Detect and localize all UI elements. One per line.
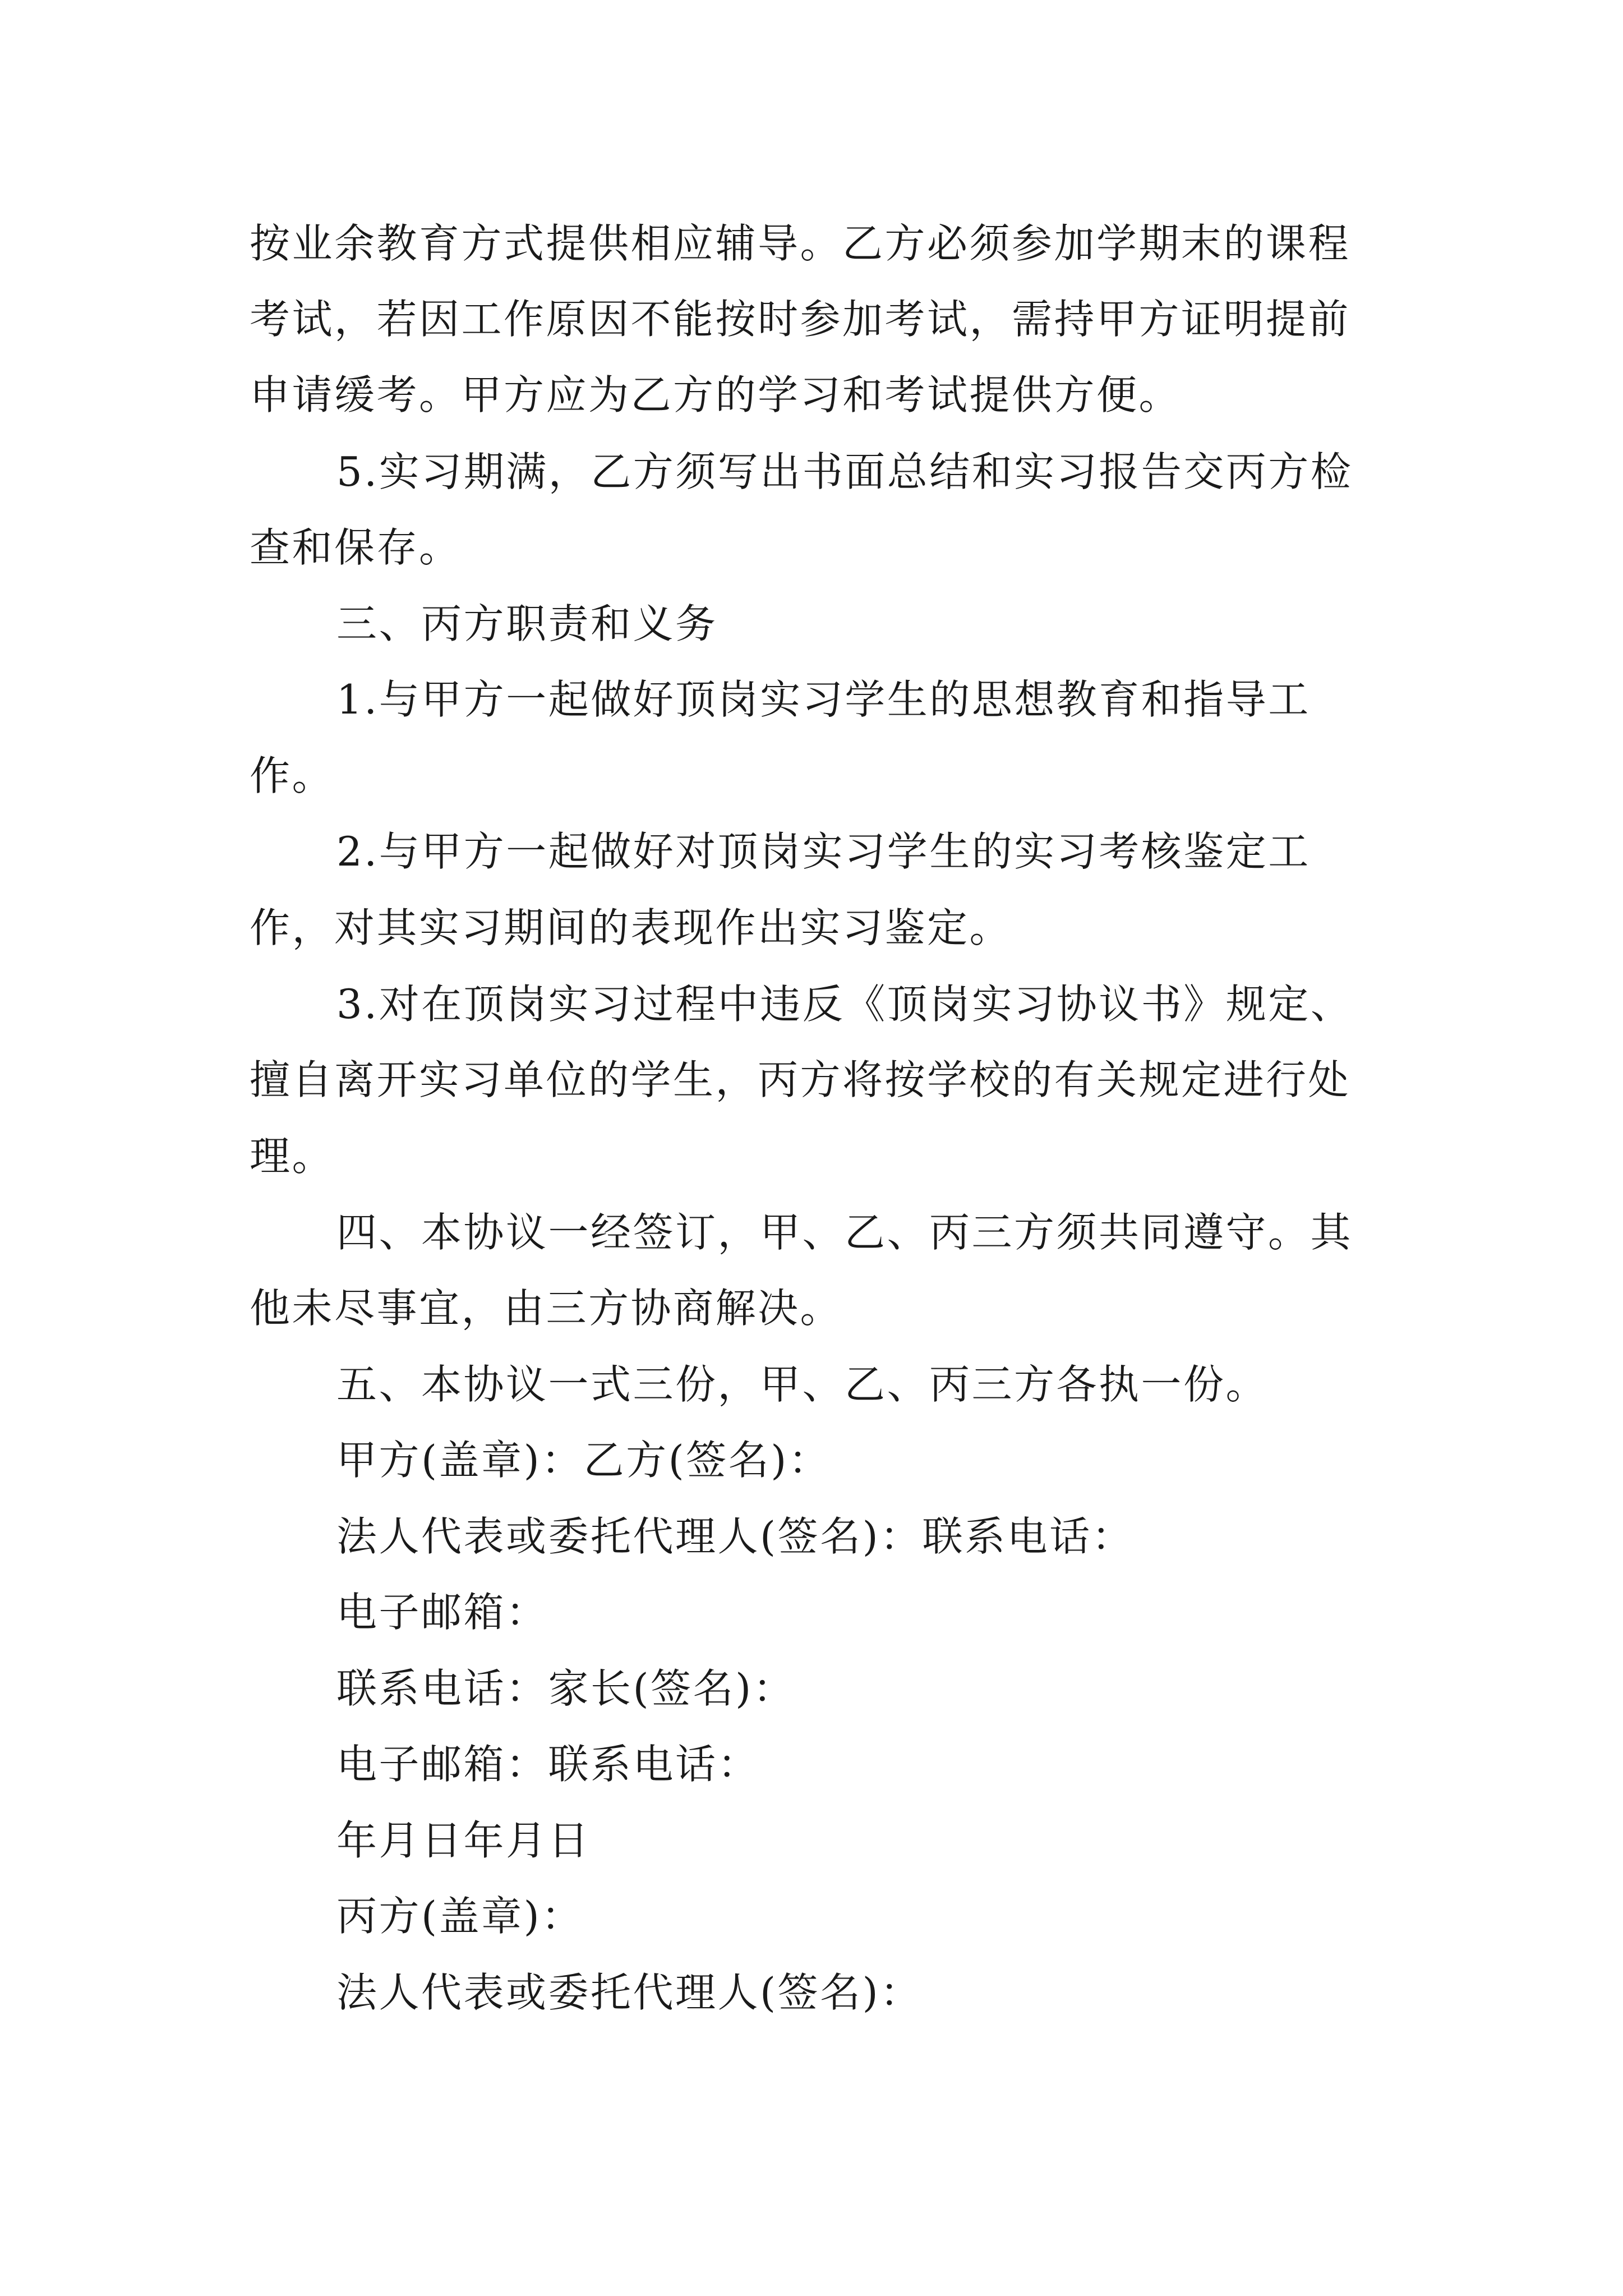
text-line: 查和保存。 <box>250 524 462 571</box>
signature-line: 丙方(盖章)： <box>336 1893 584 1940</box>
text-line: 考试，若因工作原因不能按时参加考试，需持甲方证明提前 <box>250 296 1351 343</box>
text-line: 理。 <box>250 1133 335 1180</box>
signature-line: 联系电话：家长(签名)： <box>336 1665 796 1712</box>
text-line: 申请缓考。甲方应为乙方的学习和考试提供方便。 <box>250 371 1182 418</box>
section-heading: 三、丙方职责和义务 <box>336 600 718 647</box>
text-line: 按业余教育方式提供相应辅导。乙方必须参加学期末的课程 <box>250 220 1351 267</box>
text-line: 5.实习期满，乙方须写出书面总结和实习报告交丙方检 <box>336 448 1353 495</box>
text-line: 他未尽事宜，由三方协商解决。 <box>250 1285 843 1332</box>
signature-line: 法人代表或委托代理人(签名)：联系电话： <box>336 1513 1135 1560</box>
text-line: 1.与甲方一起做好顶岗实习学生的思想教育和指导工 <box>336 676 1311 723</box>
text-line: 四、本协议一经签订，甲、乙、丙三方须共同遵守。其 <box>336 1209 1353 1256</box>
text-line: 擅自离开实习单位的学生，丙方将按学校的有关规定进行处 <box>250 1056 1351 1103</box>
signature-line: 电子邮箱：联系电话： <box>336 1741 760 1788</box>
text-line: 五、本协议一式三份，甲、乙、丙三方各执一份。 <box>336 1361 1269 1408</box>
signature-line: 法人代表或委托代理人(签名)： <box>336 1969 923 2016</box>
text-line: 作。 <box>250 752 335 799</box>
text-line: 2.与甲方一起做好对顶岗实习学生的实习考核鉴定工 <box>336 828 1311 875</box>
signature-line: 电子邮箱： <box>336 1589 548 1636</box>
text-line: 作，对其实习期间的表现作出实习鉴定。 <box>250 904 1012 951</box>
date-line: 年月日年月日 <box>336 1817 591 1864</box>
text-line: 3.对在顶岗实习过程中违反《顶岗实习协议书》规定、 <box>336 981 1353 1028</box>
signature-line: 甲方(盖章)：乙方(签名)： <box>336 1437 831 1484</box>
